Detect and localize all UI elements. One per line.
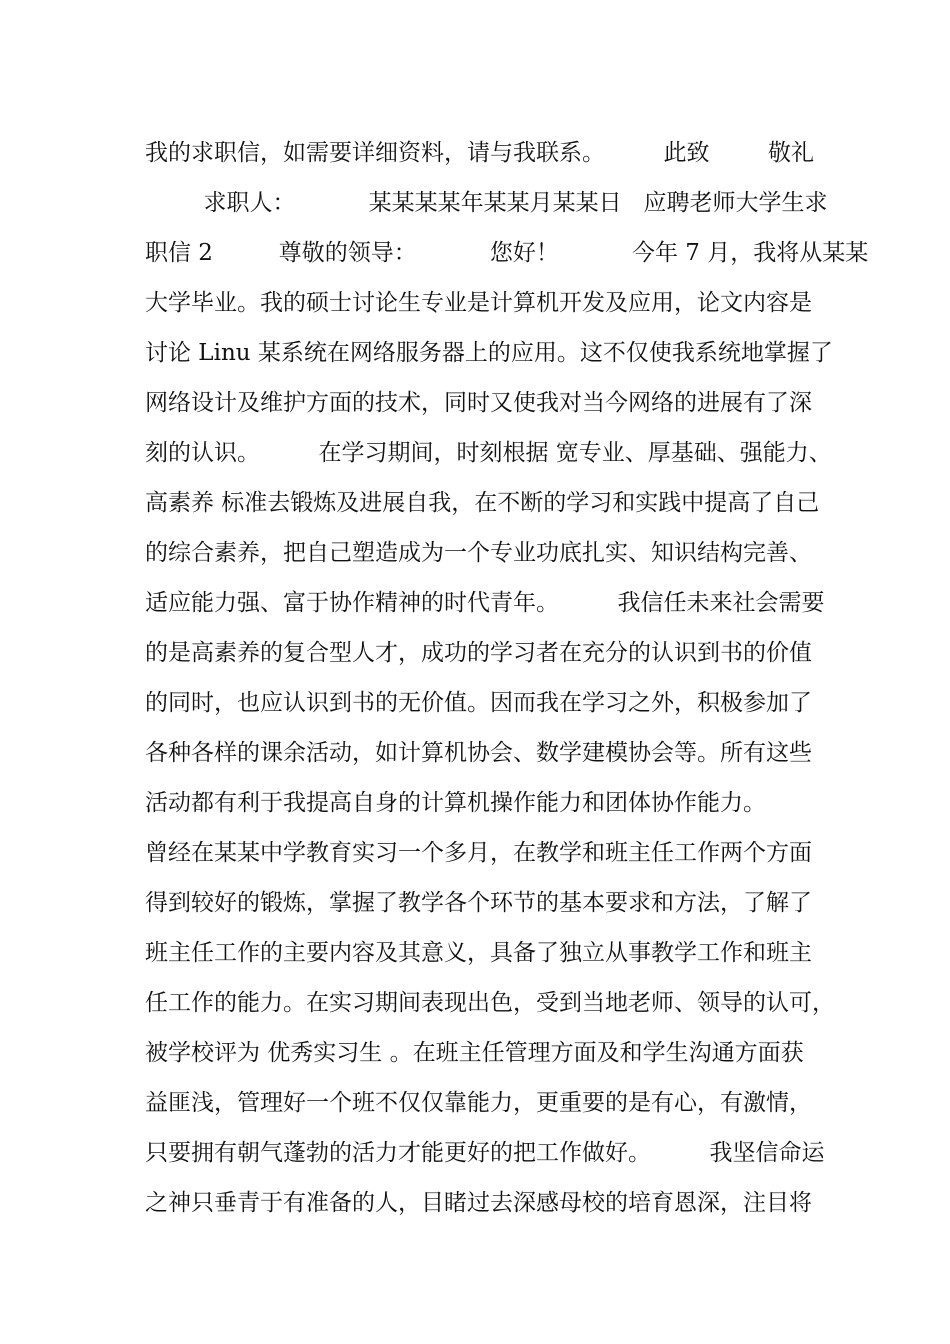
text-line: 讨论 Linu 某系统在网络服务器上的应用。这不仅使我系统地掌握了 — [145, 340, 833, 366]
text-line: 求职人： 某某某某年某某月某某日 应聘老师大学生求 — [145, 190, 828, 216]
text-line: 适应能力强、富于协作精神的时代青年。 我信任未来社会需要 — [145, 590, 825, 616]
text-line: 刻的认识。 在学习期间，时刻根据 宽专业、厚基础、强能力、 — [145, 440, 832, 466]
text-line: 职信 2 尊敬的领导： 您好！ 今年 7 月，我将从某某 — [145, 240, 869, 266]
letter-body — [145, 128, 869, 1228]
text-line: 网络设计及维护方面的技术，同时又使我对当今网络的进展有了深 — [145, 390, 812, 416]
text-line: 班主任工作的主要内容及其意义，具备了独立从事教学工作和班主 — [145, 940, 812, 966]
text-line: 被学校评为 优秀实习生 。在班主任管理方面及和学生沟通方面获 — [145, 1040, 804, 1066]
text-line: 益匪浅，管理好一个班不仅仅靠能力，更重要的是有心，有激情， — [145, 1090, 812, 1116]
text-line: 我的求职信，如需要详细资料，请与我联系。 此致 敬礼 — [145, 140, 814, 166]
text-line: 各种各样的课余活动，如计算机协会、数学建模协会等。所有这些 — [145, 740, 812, 766]
text-line: 的同时，也应认识到书的无价值。因而我在学习之外，积极参加了 — [145, 690, 812, 716]
text-line: 大学毕业。我的硕士讨论生专业是计算机开发及应用，论文内容是 — [145, 290, 812, 316]
text-line: 之神只垂青于有准备的人，目睹过去深感母校的培育恩深，注目将 — [145, 1190, 812, 1216]
text-line: 得到较好的锻炼，掌握了教学各个环节的基本要求和方法，了解了 — [145, 890, 812, 916]
text-line: 活动都有利于我提高自身的计算机操作能力和团体协作能力。 — [145, 790, 766, 816]
text-line: 只要拥有朝气蓬勃的活力才能更好的把工作做好。 我坚信命运 — [145, 1140, 825, 1166]
text-line: 的综合素养，把自己塑造成为一个专业功底扎实、知识结构完善、 — [145, 540, 812, 566]
text-line: 的是高素养的复合型人才，成功的学习者在充分的认识到书的价值 — [145, 640, 812, 666]
text-line: 任工作的能力。在实习期间表现出色，受到当地老师、领导的认可， — [145, 990, 835, 1016]
text-line: 曾经在某某中学教育实习一个多月，在教学和班主任工作两个方面 — [145, 840, 812, 866]
text-line: 高素养 标准去锻炼及进展自我，在不断的学习和实践中提高了自己 — [145, 490, 820, 516]
